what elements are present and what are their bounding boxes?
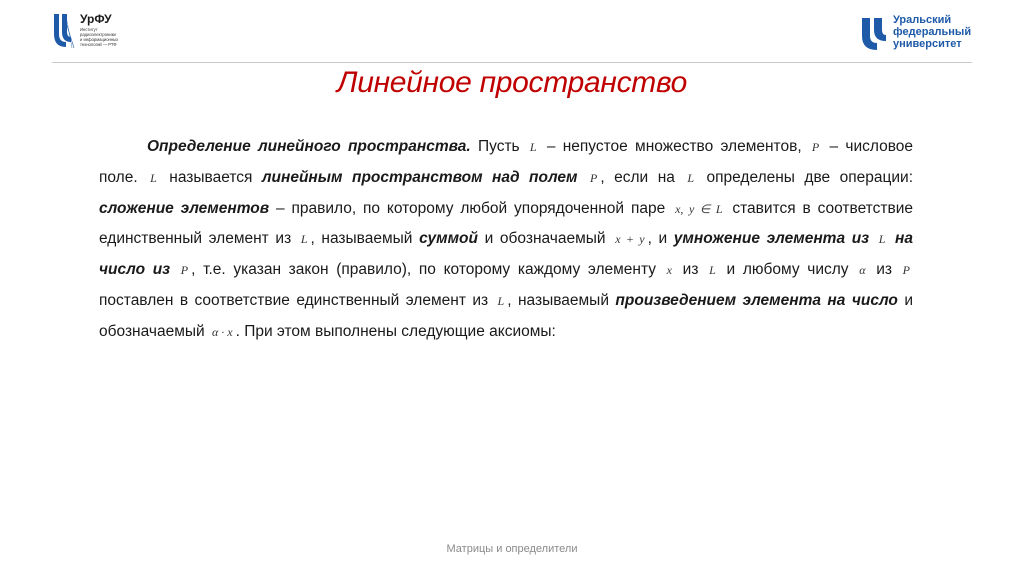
math-L: L [300,232,308,247]
math-P: P [811,140,820,154]
math-P: P [590,170,598,185]
term-linear-space: линейным пространством над полем [261,168,578,186]
term-sum: суммой [419,230,478,248]
header-divider [52,62,972,63]
math-L: L [687,170,695,185]
math-L: L [878,232,886,247]
definition-paragraph: Определение линейного пространства. Пусть L – непустое множество элементов, P – числовое поле. L называется линейным пространством над полем P , если на L определены две операции: сложение элементов – правило, по которому любой упорядоченной паре x, y ∈ L ставится в соответствие единственный элемент из L , называемый суммой и обозначаемый x + y , и умножение элемента из L на число из P , т.е. указан закон (правило), по которому каждому элементу x из L и любому числу α из P поставлен в соответствие единственный элемент из L , называемый произведением элемента на число и обозначаемый α · x . При этом выполнены следующие аксиомы: [99,138,914,340]
urfu-university-logo [860,14,990,54]
definition-term: Определение линейного пространства. [147,138,471,155]
math-alpha: α [859,263,866,278]
urfu-u-icon [860,16,888,52]
term-by-number: на число из [99,230,914,279]
footer-caption: Матрицы и определители [446,543,578,555]
math-x: x [666,263,672,278]
term-addition: сложение элементов [99,199,270,217]
math-xy-in-L: x, y ∈ L [675,201,723,216]
urfu-irit-logo [52,12,152,54]
logo-brand: УрФУ [80,12,112,26]
math-x-plus-y: x + y [615,232,645,247]
math-L: L [497,293,505,308]
math-L: L [150,170,157,185]
math-alpha-x: α · x [211,324,233,339]
math-P: P [902,263,910,278]
urfu-u-icon [52,12,76,50]
math-L: L [529,140,537,154]
term-multiplication: умножение элемента из [673,230,870,248]
logo-subtitle: Институт радиоэлектроники и информационных технологий — РТФ [80,27,119,47]
math-L: L [709,263,716,278]
university-name: Уральский федеральный университет [893,14,972,50]
term-product: произведением элемента на число [615,291,898,309]
math-P: P [180,263,189,278]
slide-title: Линейное пространство [336,66,688,99]
